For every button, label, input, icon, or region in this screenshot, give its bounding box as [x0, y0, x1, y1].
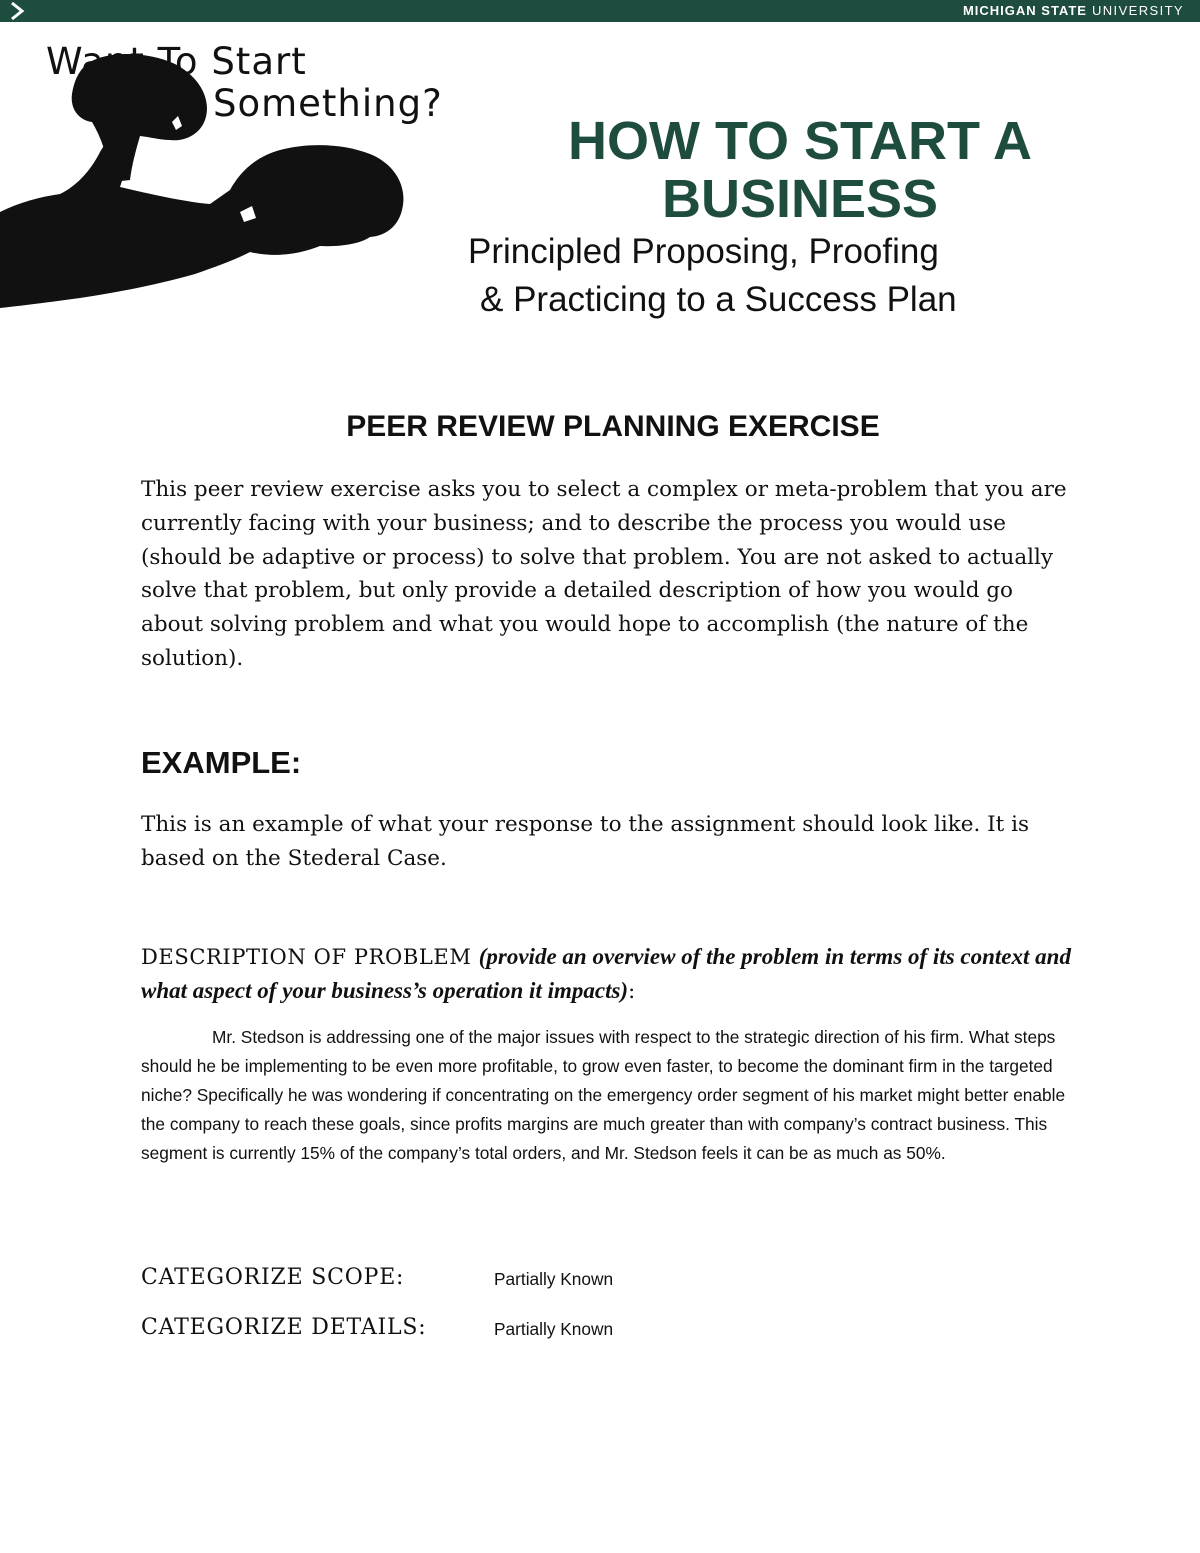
- details-value: Partially Known: [494, 1319, 614, 1339]
- problem-description-text: Mr. Stedson is addressing one of the major issues with respect to the strategic direction of his firm. What steps should he be implementing to be even more profitable, to grow even faster, to become the dominant firm in the targeted niche? Specifically he was wondering if concentrating on the emergency order segment of his market might better enable the company to reach these goals, since profits margins are much greater than with company’s contract business. This segment is currently 15% of the company’s total orders, and Mr. Stedson feels it can be as much as 50%.: [141, 1027, 1066, 1163]
- page-title: [470, 112, 1130, 228]
- problem-label: DESCRIPTION OF PROBLEM: [141, 945, 479, 969]
- scope-value: Partially Known: [494, 1269, 614, 1289]
- example-heading: EXAMPLE:: [141, 745, 302, 780]
- details-label: CATEGORIZE DETAILS:: [141, 1315, 427, 1340]
- exercise-heading: PEER REVIEW PLANNING EXERCISE: [346, 410, 880, 443]
- problem-colon: :: [628, 979, 636, 1003]
- intro-paragraph: This peer review exercise asks you to select a complex or meta-problem that you are currently facing with your business; and to describe the process you would use (should be adaptive or process) to solve that problem. You are not asked to actually solve that problem, but only provide a detailed description of how you would go about solving problem and what you would hope to accomplish (the nature of the solution).: [141, 477, 1067, 671]
- title-line-2: BUSINESS: [661, 169, 939, 229]
- tagline-line-2: Something?: [213, 82, 443, 125]
- scope-label: CATEGORIZE SCOPE:: [141, 1265, 405, 1290]
- university-name: MICHIGAN STATE UNIVERSITY: [962, 3, 1184, 18]
- subtitle-line-1: Principled Proposing, Proofing: [468, 232, 939, 271]
- subtitle-line-2: & Practicing to a Success Plan: [480, 280, 957, 319]
- problem-hint: (provide an overview of the problem in terms of its context and what aspect of your business’s operation it impacts): [141, 944, 1071, 1003]
- page-subtitle: [462, 228, 1122, 324]
- problem-description-heading: [141, 940, 1081, 1008]
- example-intro-paragraph: This is an example of what your response to the assignment should look like. It is based on the Stederal Case.: [141, 812, 1030, 871]
- university-banner: [0, 0, 1200, 22]
- title-line-1: HOW TO START A: [568, 111, 1032, 171]
- fist-illustration: [0, 22, 470, 322]
- chevron-right-icon: [4, 1, 28, 21]
- tagline-line-1: Want To Start: [46, 40, 307, 83]
